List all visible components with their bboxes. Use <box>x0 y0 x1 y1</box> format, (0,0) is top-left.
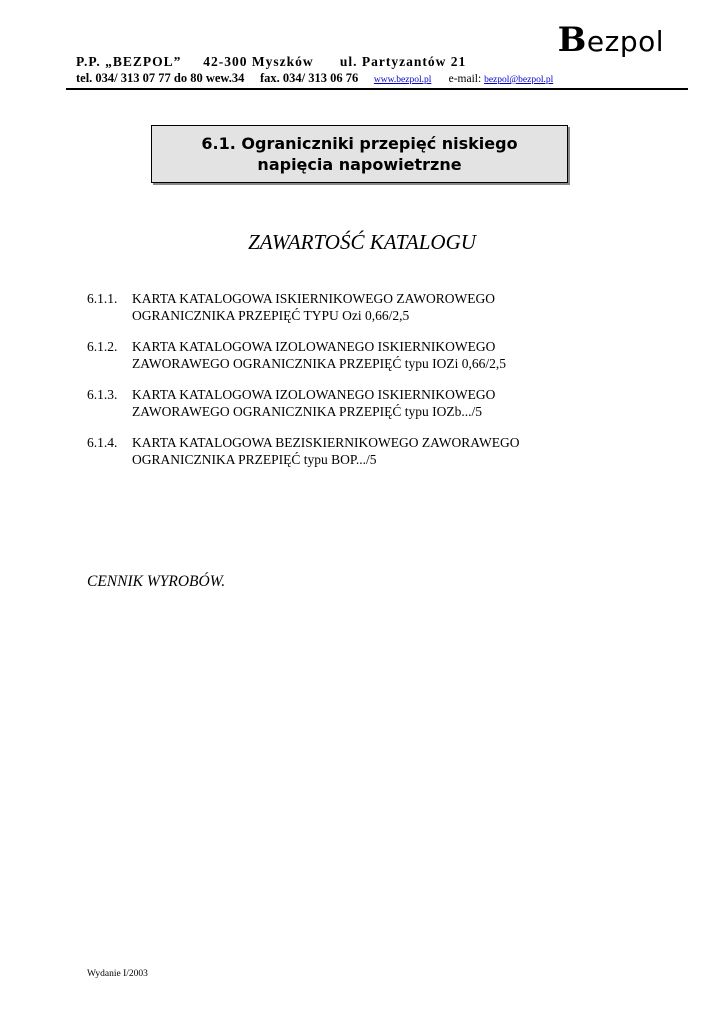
address-line: P.P. „BEZPOL” 42-300 Myszków ul. Partyzantów 21 <box>76 54 467 69</box>
contact-line <box>76 71 553 86</box>
toc-item <box>87 386 647 420</box>
edition-footer: Wydanie I/2003 <box>87 969 148 979</box>
company-logo <box>558 20 664 60</box>
toc-item <box>87 290 647 324</box>
toc-number: 6.1.3. <box>87 387 118 402</box>
table-of-contents <box>87 290 647 482</box>
toc-text: KARTA KATALOGOWA BEZISKIERNIKOWEGO ZAWORAWEGO OGRANICZNIKA PRZEPIĘĆ typu BOP.../5 <box>132 435 520 467</box>
toc-text: KARTA KATALOGOWA ISKIERNIKOWEGO ZAWOROWEGO OGRANICZNIKA PRZEPIĘĆ TYPU Ozi 0,66/2,5 <box>132 291 496 323</box>
website-link[interactable]: www.bezpol.pl <box>373 75 432 85</box>
toc-item <box>87 434 647 468</box>
toc-number: 6.1.2. <box>87 339 118 354</box>
contents-heading: ZAWARTOŚĆ KATALOGU <box>248 230 476 254</box>
logo-rest: ezpol <box>586 25 664 58</box>
email-label <box>431 73 448 85</box>
toc-text: KARTA KATALOGOWA IZOLOWANEGO ISKIERNIKOWEGO ZAWORAWEGO OGRANICZNIKA PRZEPIĘĆ typu IOZi 0,66/2,5 <box>132 339 506 371</box>
phone-fax: tel. 034/ 313 07 77 do 80 wew.34 fax. 034/ 313 06 76 <box>76 71 374 85</box>
email-link[interactable]: bezpol@bezpol.pl <box>484 75 554 85</box>
price-list-heading: CENNIK WYROBÓW. <box>87 573 226 590</box>
section-title-box <box>151 125 568 183</box>
toc-text: KARTA KATALOGOWA IZOLOWANEGO ISKIERNIKOWEGO ZAWORAWEGO OGRANICZNIKA PRZEPIĘĆ typu IOZb.../5 <box>132 387 496 419</box>
header-divider <box>66 88 688 90</box>
toc-number: 6.1.4. <box>87 435 118 450</box>
logo-initial: B <box>557 20 587 60</box>
toc-item <box>87 338 647 372</box>
email-label-text: e-mail: <box>448 73 485 85</box>
letterhead <box>66 20 688 90</box>
toc-number: 6.1.1. <box>87 291 118 306</box>
section-title: 6.1. Ograniczniki przepięć niskiego napięcia napowietrzne <box>201 134 518 174</box>
